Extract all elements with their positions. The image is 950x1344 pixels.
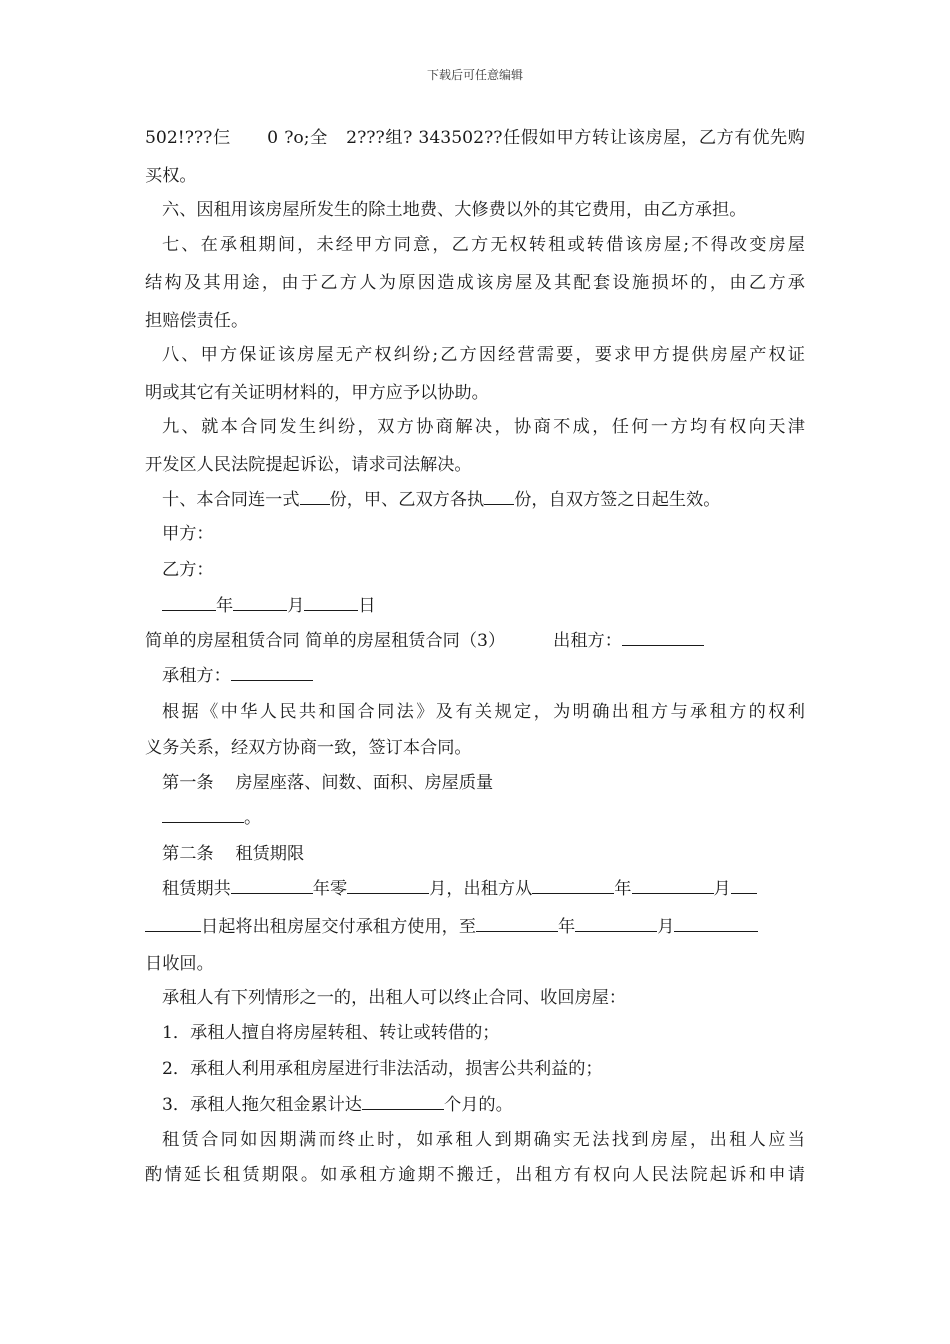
text-line: 日收回。 bbox=[145, 954, 214, 974]
text-segment: 日起将出租房屋交付承租方使用，至 bbox=[201, 917, 477, 937]
contract-title: 简单的房屋租赁合同 简单的房屋租赁合同（3） bbox=[145, 631, 506, 651]
text-line bbox=[145, 915, 758, 938]
text-line: 酌情延长租赁期限。如承租方逾期不搬迁，出租方有权向人民法院起诉和申请 bbox=[145, 1165, 805, 1185]
text-segment: 日 bbox=[358, 596, 376, 616]
blank-line bbox=[622, 629, 704, 646]
blank-line bbox=[304, 594, 358, 611]
list-item bbox=[162, 1093, 513, 1116]
blank-line bbox=[162, 594, 216, 611]
blank-line bbox=[575, 915, 657, 932]
text-segment: 份，甲、乙双方各执 bbox=[329, 490, 485, 510]
text-line: 担赔偿责任。 bbox=[145, 311, 249, 331]
text-line bbox=[162, 488, 720, 511]
text-line: 九、就本合同发生纠纷，双方协商解决，协商不成，任何一方均有权向天津 bbox=[162, 417, 805, 437]
text-segment: 十、本合同连一式 bbox=[162, 490, 300, 510]
list-item: 1．承租人擅自将房屋转租、转让或转借的； bbox=[162, 1023, 500, 1043]
text-line: 结构及其用途，由于乙方人为原因造成该房屋及其配套设施损坏的，由乙方承 bbox=[145, 273, 805, 293]
blank-line bbox=[532, 877, 614, 894]
article-heading: 第一条 房屋座落、间数、面积、房屋质量 bbox=[162, 773, 494, 793]
text-line: 根据《中华人民共和国合同法》及有关规定，为明确出租方与承租方的权利 bbox=[162, 702, 805, 722]
blank-line bbox=[632, 877, 714, 894]
text-line bbox=[162, 877, 757, 900]
blank-line bbox=[300, 488, 330, 505]
text-line: 开发区人民法院提起诉讼，请求司法解决。 bbox=[145, 455, 472, 475]
blank-line bbox=[674, 915, 758, 932]
blank-line bbox=[231, 664, 313, 681]
text-segment: 月 bbox=[657, 917, 675, 937]
text-line: 明或其它有关证明材料的，甲方应予以协助。 bbox=[145, 383, 489, 403]
text-line: 七、在承租期间，未经甲方同意，乙方无权转租或转借该房屋;不得改变房屋 bbox=[162, 235, 805, 255]
text-segment: 年 bbox=[614, 879, 632, 899]
text-line bbox=[162, 806, 261, 829]
blank-line bbox=[162, 806, 244, 823]
blank-line bbox=[362, 1093, 444, 1110]
text-line: 租赁合同如因期满而终止时，如承租人到期确实无法找到房屋，出租人应当 bbox=[162, 1130, 805, 1150]
text-segment: 月 bbox=[713, 879, 731, 899]
blank-line bbox=[145, 915, 201, 932]
article-heading: 第二条 租赁期限 bbox=[162, 844, 305, 864]
blank-line bbox=[231, 877, 313, 894]
blank-line bbox=[233, 594, 287, 611]
text-line: 六、因租用该房屋所发生的除土地费、大修费以外的其它费用，由乙方承担。 bbox=[162, 200, 747, 220]
page-header: 下载后可任意编辑 bbox=[426, 68, 523, 82]
text-line: 义务关系，经双方协商一致，签订本合同。 bbox=[145, 738, 472, 758]
blank-line bbox=[347, 877, 429, 894]
date-line bbox=[162, 594, 376, 617]
text-line: 买权。 bbox=[145, 166, 197, 186]
blank-line bbox=[484, 488, 514, 505]
text-line bbox=[162, 664, 313, 687]
text-segment: 出租方： bbox=[553, 631, 622, 651]
text-segment: 月，出租方从 bbox=[429, 879, 533, 899]
text-segment: 年 bbox=[558, 917, 576, 937]
text-segment: 份，自双方签之日起生效。 bbox=[514, 490, 721, 510]
text-segment: 承租方： bbox=[162, 666, 231, 686]
text-segment: 3．承租人拖欠租金累计达 bbox=[162, 1095, 362, 1115]
signature-party-a: 甲方： bbox=[162, 524, 214, 544]
blank-line bbox=[476, 915, 558, 932]
text-line: 502!???仨 0 ?o;全 2???组? 343502??任假如甲方转让该房屋，乙方有优先购 bbox=[145, 128, 805, 148]
signature-party-b: 乙方： bbox=[162, 560, 214, 580]
text-line: 承租人有下列情形之一的，出租人可以终止合同、收回房屋： bbox=[162, 988, 627, 1008]
blank-line bbox=[731, 877, 757, 894]
text-line: 八、甲方保证该房屋无产权纠纷;乙方因经营需要，要求甲方提供房屋产权证 bbox=[162, 345, 805, 365]
text-segment: 年零 bbox=[312, 879, 348, 899]
text-segment: 个月的。 bbox=[444, 1095, 513, 1115]
text-segment: 月 bbox=[287, 596, 305, 616]
text-segment: 年 bbox=[216, 596, 234, 616]
text-segment: 租赁期共 bbox=[162, 879, 231, 899]
list-item: 2．承租人利用承租房屋进行非法活动，损害公共利益的； bbox=[162, 1059, 603, 1079]
text-segment: 。 bbox=[244, 808, 262, 828]
contract-title-line bbox=[145, 629, 704, 652]
